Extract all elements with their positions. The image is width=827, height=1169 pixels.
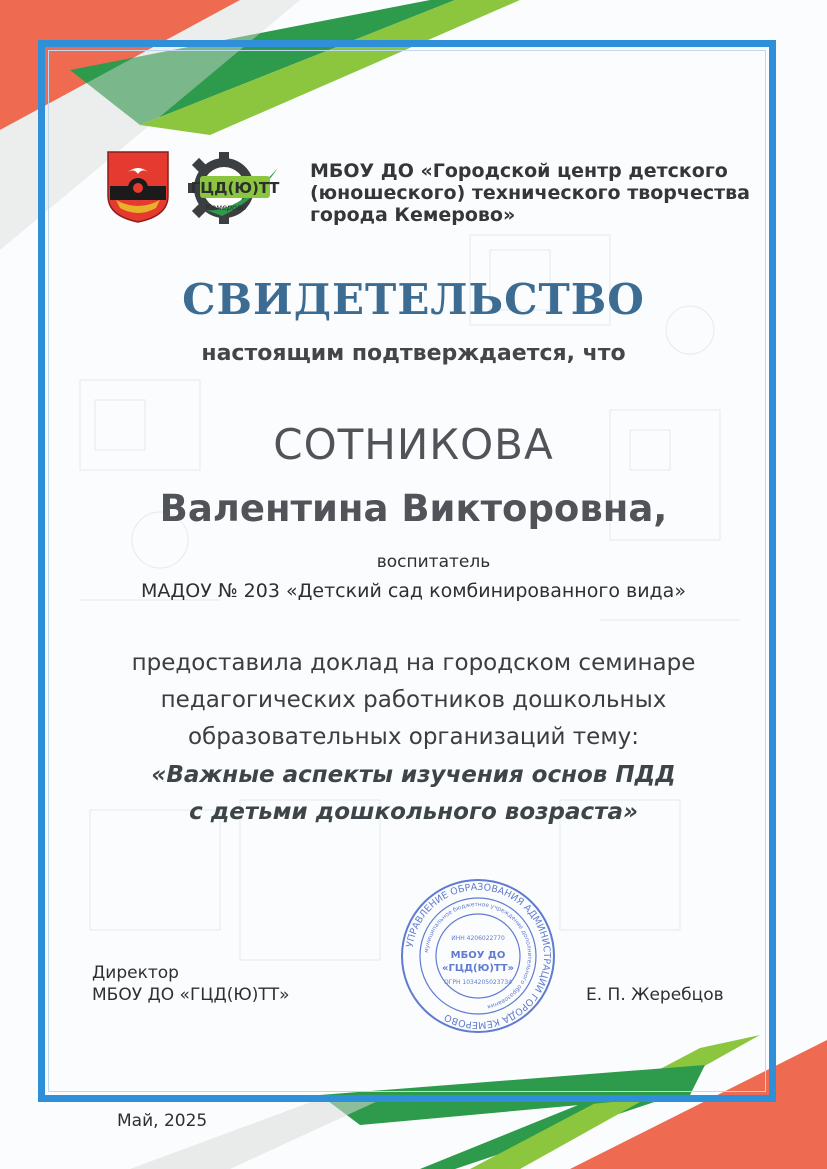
- signer-name: Е. П. Жеребцов: [586, 985, 724, 1005]
- director-signature-block: [92, 962, 290, 1006]
- stamp-ogrn: ОГРН 1034205023734: [443, 979, 513, 986]
- recipient-given-names: Валентина Викторовна,: [159, 487, 668, 530]
- logo-main-text: ГЦД(Ю)ТТ: [190, 179, 280, 197]
- recipient-surname: СОТНИКОВА: [273, 420, 554, 469]
- kemerovo-coat-of-arms-icon: [106, 150, 170, 224]
- director-organization: МБОУ ДО «ГЦД(Ю)ТТ»: [92, 985, 290, 1005]
- stamp-inner-text: муниципальное бюджетное учреждение дополнительного образования: [424, 901, 533, 1010]
- recipient-workplace: МАДОУ № 203 «Детский сад комбинированного вида»: [141, 580, 686, 602]
- director-label: Директор: [92, 963, 179, 983]
- topic-line: «Важные аспекты изучения основ ПДД: [151, 762, 676, 788]
- org-name-line: города Кемерово»: [310, 204, 516, 226]
- organization-name: [310, 160, 750, 226]
- topic-line: с детьми дошкольного возраста»: [189, 799, 638, 825]
- issue-date: Май, 2025: [117, 1111, 208, 1131]
- logo-sub-text: Кемерово: [205, 203, 247, 212]
- description-line: педагогических работников дошкольных: [160, 687, 667, 713]
- report-topic: [0, 757, 827, 831]
- official-seal-stamp: [398, 878, 558, 1034]
- org-name-line: МБОУ ДО «Городской центр детского: [310, 160, 728, 182]
- recipient-position: воспитатель: [376, 552, 491, 572]
- certificate-description: [0, 645, 827, 756]
- org-name-line: (юношеского) технического творчества: [310, 182, 750, 204]
- gear-logo-icon: [186, 150, 284, 226]
- certificate-title: СВИДЕТЕЛЬСТВО: [182, 275, 645, 324]
- stamp-outer-text: УПРАВЛЕНИЕ ОБРАЗОВАНИЯ АДМИНИСТРАЦИИ ГОРОДА КЕМЕРОВО: [404, 881, 553, 1031]
- certificate-subtitle: настоящим подтверждается, что: [201, 341, 626, 366]
- stamp-center-line: «ГЦД(Ю)ТТ»: [442, 963, 514, 974]
- stamp-center-line: МБОУ ДО: [450, 950, 506, 961]
- stamp-inn: ИНН 4206022770: [451, 935, 505, 942]
- description-line: образовательных организаций тему:: [187, 724, 640, 750]
- description-line: предоставила доклад на городском семинаре: [131, 650, 696, 676]
